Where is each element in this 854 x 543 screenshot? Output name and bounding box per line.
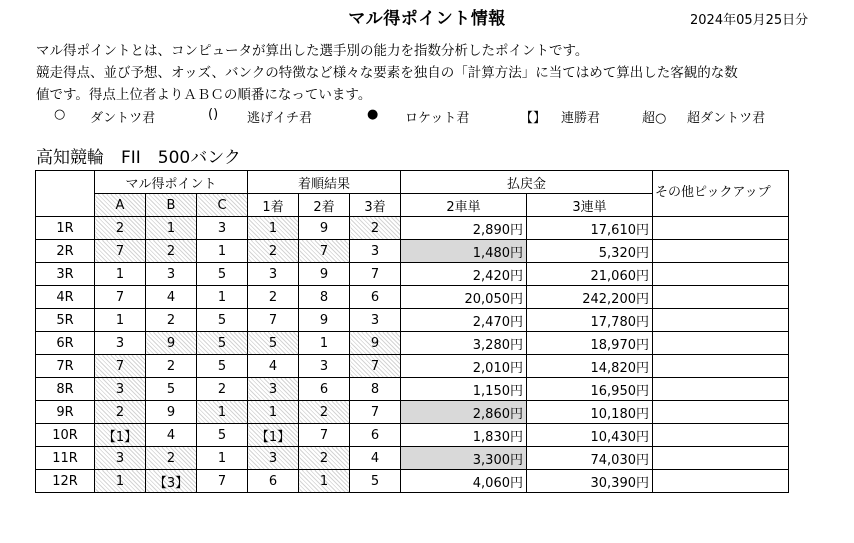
header-col-exacta: 2車単 [401,194,527,217]
cell-f1: 5 [248,332,299,355]
cell-a: 1 [95,263,146,286]
cell-pick [653,309,789,332]
cell-race: 3R [36,263,95,286]
cell-c: 2 [197,378,248,401]
cell-f3: 5 [350,470,401,493]
legend-label-nige: 逃げイチ君 [247,111,313,126]
table-row [36,332,789,355]
symbol-legend [0,107,854,127]
table-row [36,447,789,470]
table-row [36,470,789,493]
cell-f1: 【1】 [248,424,299,447]
legend-symbol-brackets: 【】 [520,111,547,126]
cell-f3: 6 [350,286,401,309]
cell-exacta: 1,150円 [401,378,527,401]
header-col-trifecta: 3連単 [527,194,653,217]
cell-f3: 2 [350,217,401,240]
cell-b: 9 [146,401,197,424]
table-row [36,309,789,332]
cell-b: 2 [146,355,197,378]
header-payout: 払戻金 [401,171,653,194]
cell-race: 7R [36,355,95,378]
cell-f1: 2 [248,240,299,263]
cell-b: 4 [146,424,197,447]
cell-f2: 7 [299,424,350,447]
table-row [36,401,789,424]
cell-trifecta: 74,030円 [527,447,653,470]
legend-label-rocket: ロケット君 [405,111,470,126]
cell-exacta: 1,830円 [401,424,527,447]
cell-f1: 3 [248,378,299,401]
cell-c: 5 [197,332,248,355]
cell-f2: 1 [299,332,350,355]
cell-c: 5 [197,424,248,447]
cell-pick [653,447,789,470]
table-row [36,378,789,401]
cell-b: 1 [146,217,197,240]
cell-b: 2 [146,240,197,263]
page-title: マル得ポイント情報 [348,9,506,29]
cell-exacta: 2,470円 [401,309,527,332]
header-col-second: 2着 [299,194,350,217]
legend-symbol-dot: ● [367,107,379,122]
cell-b: 9 [146,332,197,355]
cell-race: 6R [36,332,95,355]
cell-race: 5R [36,309,95,332]
cell-f2: 2 [299,447,350,470]
cell-f1: 3 [248,263,299,286]
header-finish: 着順結果 [248,171,401,194]
cell-a: 7 [95,240,146,263]
cell-f1: 7 [248,309,299,332]
header-col-third: 3着 [350,194,401,217]
cell-trifecta: 17,610円 [527,217,653,240]
cell-pick [653,424,789,447]
cell-b: 2 [146,447,197,470]
cell-c: 5 [197,355,248,378]
cell-f2: 1 [299,470,350,493]
cell-race: 10R [36,424,95,447]
table-row [36,286,789,309]
cell-exacta: 2,890円 [401,217,527,240]
cell-a: 1 [95,470,146,493]
cell-pick [653,286,789,309]
report-date: 2024年05月25日分 [690,13,809,28]
legend-label-dantotsu: ダントツ君 [90,111,156,126]
cell-race: 8R [36,378,95,401]
cell-f3: 7 [350,401,401,424]
cell-f1: 1 [248,217,299,240]
cell-f3: 3 [350,240,401,263]
cell-f3: 9 [350,332,401,355]
cell-race: 11R [36,447,95,470]
legend-symbol-parens: () [208,107,219,122]
header-col-a: A [95,194,146,217]
cell-f2: 8 [299,286,350,309]
cell-b: 5 [146,378,197,401]
cell-pick [653,217,789,240]
legend-label-super-dantotsu: 超ダントツ君 [687,111,766,126]
table-row [36,263,789,286]
cell-f2: 2 [299,401,350,424]
cell-f3: 4 [350,447,401,470]
header-race-blank [36,171,95,217]
cell-f1: 3 [248,447,299,470]
cell-pick [653,470,789,493]
cell-f3: 7 [350,263,401,286]
cell-c: 5 [197,309,248,332]
cell-exacta: 1,480円 [401,240,527,263]
cell-pick [653,355,789,378]
cell-f3: 6 [350,424,401,447]
cell-f3: 3 [350,309,401,332]
cell-race: 2R [36,240,95,263]
cell-exacta: 2,860円 [401,401,527,424]
cell-f1: 1 [248,401,299,424]
venue-title: 高知競輪 FII 500バンク [36,148,241,168]
cell-f3: 7 [350,355,401,378]
cell-b: 4 [146,286,197,309]
description-line: マル得ポイントとは、コンピュータが算出した選手別の能力を指数分析したポイントです。 [36,43,589,59]
cell-exacta: 2,010円 [401,355,527,378]
cell-pick [653,263,789,286]
header-col-c: C [197,194,248,217]
cell-f2: 9 [299,309,350,332]
cell-pick [653,378,789,401]
description [36,40,836,106]
cell-c: 1 [197,240,248,263]
legend-symbol-super: 超○ [642,111,667,126]
cell-a: 【1】 [95,424,146,447]
cell-pick [653,401,789,424]
cell-b: 3 [146,263,197,286]
cell-f1: 2 [248,286,299,309]
cell-race: 1R [36,217,95,240]
cell-a: 2 [95,217,146,240]
cell-f1: 4 [248,355,299,378]
cell-race: 4R [36,286,95,309]
table-row [36,240,789,263]
description-line: 競走得点、並び予想、オッズ、バンクの特徴など様々な要素を独自の「計算方法」に当てはめて算出した客観的な数 [36,65,738,81]
cell-a: 2 [95,401,146,424]
cell-b: 2 [146,309,197,332]
cell-trifecta: 10,430円 [527,424,653,447]
cell-trifecta: 5,320円 [527,240,653,263]
cell-c: 1 [197,401,248,424]
cell-a: 7 [95,286,146,309]
cell-pick [653,332,789,355]
cell-race: 12R [36,470,95,493]
table-row [36,424,789,447]
cell-c: 7 [197,470,248,493]
header-other-pickup: その他ピックアップ [653,171,789,217]
cell-a: 3 [95,332,146,355]
cell-a: 7 [95,355,146,378]
table-row [36,355,789,378]
cell-pick [653,240,789,263]
cell-trifecta: 30,390円 [527,470,653,493]
cell-trifecta: 18,970円 [527,332,653,355]
table-row [36,217,789,240]
description-line: 値です。得点上位者よりＡＢＣの順番になっています。 [36,87,372,103]
legend-symbol-circle: ○ [54,107,66,122]
header-row-group [36,171,789,194]
results-table [35,170,789,493]
cell-trifecta: 16,950円 [527,378,653,401]
cell-c: 5 [197,263,248,286]
cell-f2: 9 [299,263,350,286]
cell-exacta: 2,420円 [401,263,527,286]
cell-trifecta: 17,780円 [527,309,653,332]
cell-a: 3 [95,378,146,401]
cell-f2: 3 [299,355,350,378]
cell-f2: 9 [299,217,350,240]
cell-trifecta: 10,180円 [527,401,653,424]
header-points: マル得ポイント [95,171,248,194]
cell-exacta: 3,300円 [401,447,527,470]
cell-f2: 6 [299,378,350,401]
cell-f1: 6 [248,470,299,493]
cell-a: 1 [95,309,146,332]
cell-exacta: 3,280円 [401,332,527,355]
cell-c: 3 [197,217,248,240]
cell-b: 【3】 [146,470,197,493]
cell-c: 1 [197,447,248,470]
legend-label-rensho: 連勝君 [561,111,601,126]
header-col-b: B [146,194,197,217]
cell-exacta: 4,060円 [401,470,527,493]
cell-trifecta: 21,060円 [527,263,653,286]
cell-f2: 7 [299,240,350,263]
cell-c: 1 [197,286,248,309]
header-col-first: 1着 [248,194,299,217]
cell-exacta: 20,050円 [401,286,527,309]
cell-race: 9R [36,401,95,424]
cell-f3: 8 [350,378,401,401]
cell-trifecta: 242,200円 [527,286,653,309]
cell-a: 3 [95,447,146,470]
cell-trifecta: 14,820円 [527,355,653,378]
